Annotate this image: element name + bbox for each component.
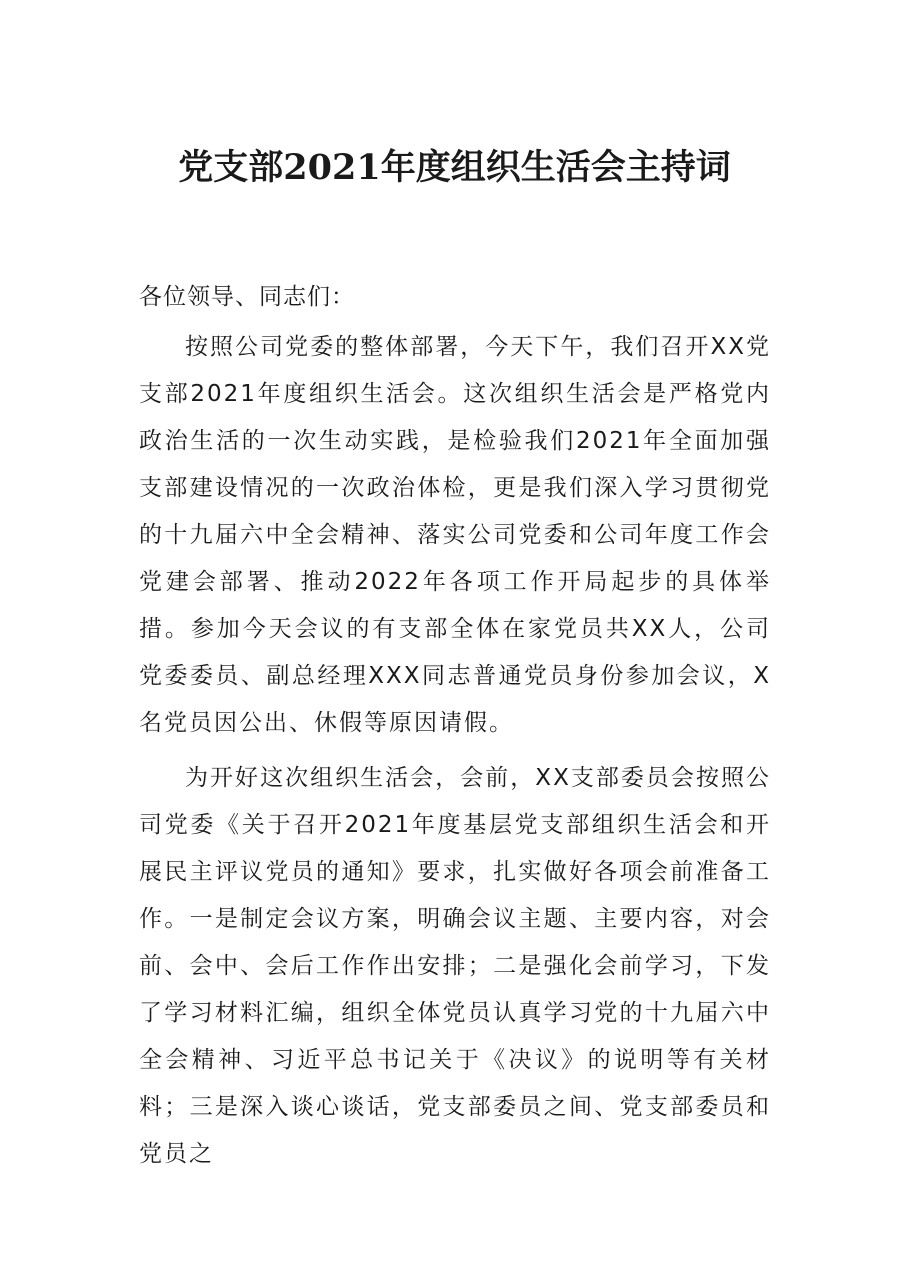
document-body bbox=[139, 274, 771, 1178]
paragraph-opening: 按照公司党委的整体部署，今天下午，我们召开XX党支部2021年度组织生活会。这次组织生活会是严格党内政治生活的一次生动实践，是检验我们2021年全面加强支部建设情况的一次政治体检，更是我们深入学习贯彻党的十九届六中全会精神、落实公司党委和公司年度工作会党建会部署、推动2022年各项工作开局起步的具体举措。参加今天会议的有支部全体在家党员共XX人，公司党委委员、副总经理XXX同志普通党员身份参加会议，X名党员因公出、休假等原因请假。 bbox=[139, 334, 771, 736]
paragraph-preparation: 为开好这次组织生活会，会前，XX支部委员会按照公司党委《关于召开2021年度基层党支部组织生活会和开展民主评议党员的通知》要求，扎实做好各项会前准备工作。一是制定会议方案，明确会议主题、主要内容，对会前、会中、会后工作作出安排；二是强化会前学习，下发了学习材料汇编，组织全体党员认真学习党的十九届六中全会精神、习近平总书记关于《决议》的说明等有关材料；三是深入谈心谈话，党支部委员之间、党支部委员和党员之 bbox=[139, 765, 771, 1167]
salutation: 各位领导、同志们： bbox=[139, 284, 355, 310]
document-title: 党支部2021年度组织生活会主持词 bbox=[178, 147, 731, 188]
